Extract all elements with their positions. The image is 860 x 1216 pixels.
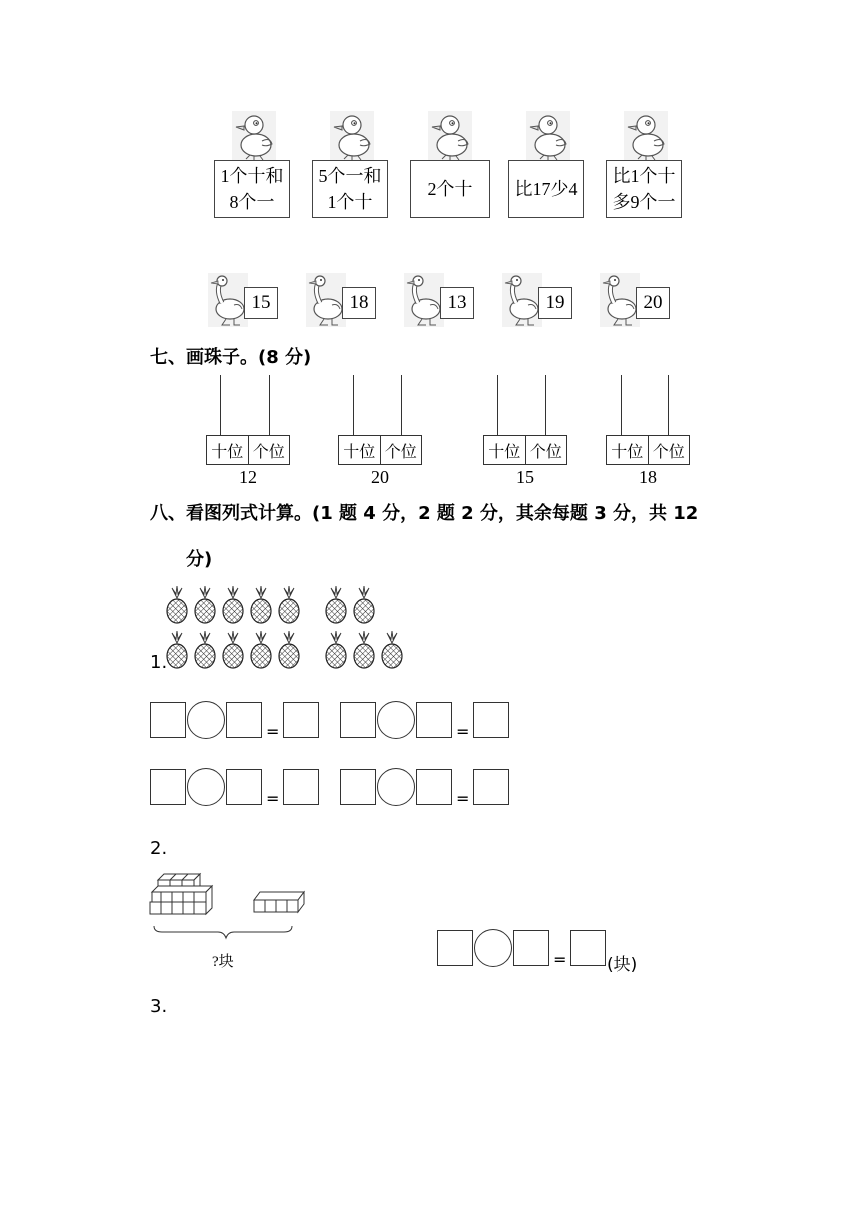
answer-box[interactable] bbox=[150, 769, 186, 805]
place-value-labels bbox=[606, 435, 690, 465]
tens-rod[interactable] bbox=[621, 375, 622, 435]
goose-number: 20 bbox=[636, 287, 670, 319]
pineapple-icon bbox=[164, 631, 190, 669]
goose-icon[interactable] bbox=[404, 273, 444, 327]
abacus[interactable] bbox=[338, 375, 422, 487]
answer-box[interactable] bbox=[226, 702, 262, 738]
pineapple-icon bbox=[323, 586, 349, 624]
answer-box[interactable] bbox=[570, 930, 606, 966]
unit-label: (块) bbox=[607, 955, 638, 975]
pineapple-icon bbox=[220, 631, 246, 669]
duckling-label: 比17少4 bbox=[508, 160, 584, 218]
pineapple-icon bbox=[248, 586, 274, 624]
abacus[interactable] bbox=[483, 375, 567, 487]
operator-circle[interactable] bbox=[377, 701, 415, 739]
duckling-label: 比1个十 多9个一 bbox=[606, 160, 682, 218]
abacus-number: 18 bbox=[639, 467, 657, 487]
tens-rod[interactable] bbox=[220, 375, 221, 435]
duckling-icon[interactable] bbox=[330, 111, 374, 161]
equals-sign: = bbox=[266, 789, 280, 808]
abacus-number: 15 bbox=[516, 467, 534, 487]
ones-rod[interactable] bbox=[401, 375, 402, 435]
duckling-icon[interactable] bbox=[232, 111, 276, 161]
ones-rod[interactable] bbox=[269, 375, 270, 435]
answer-box[interactable] bbox=[473, 769, 509, 805]
pineapple-icon bbox=[276, 586, 302, 624]
ones-label: 个位 bbox=[380, 436, 422, 464]
duckling-icon[interactable] bbox=[428, 111, 472, 161]
answer-box[interactable] bbox=[226, 769, 262, 805]
answer-box[interactable] bbox=[513, 930, 549, 966]
goose-icon[interactable] bbox=[306, 273, 346, 327]
equals-sign: = bbox=[266, 722, 280, 741]
goose-number: 15 bbox=[244, 287, 278, 319]
goose-number: 18 bbox=[342, 287, 376, 319]
goose-icon[interactable] bbox=[502, 273, 542, 327]
tens-rod[interactable] bbox=[353, 375, 354, 435]
operator-circle[interactable] bbox=[377, 768, 415, 806]
pineapple-icon bbox=[164, 586, 190, 624]
tens-label: 十位 bbox=[488, 443, 521, 461]
equals-sign: = bbox=[456, 789, 470, 808]
place-value-labels bbox=[338, 435, 422, 465]
operator-circle[interactable] bbox=[187, 701, 225, 739]
ones-label: 个位 bbox=[525, 436, 567, 464]
equals-sign: = bbox=[553, 950, 567, 969]
brace-label: ?块 bbox=[212, 954, 234, 970]
ones-rod[interactable] bbox=[545, 375, 546, 435]
duckling-icon[interactable] bbox=[624, 111, 668, 161]
answer-box[interactable] bbox=[150, 702, 186, 738]
ones-label: 个位 bbox=[248, 436, 290, 464]
ones-label: 个位 bbox=[648, 436, 690, 464]
abacus[interactable] bbox=[206, 375, 290, 487]
operator-circle[interactable] bbox=[187, 768, 225, 806]
blocks-illustration bbox=[148, 872, 310, 944]
pineapple-icon bbox=[276, 631, 302, 669]
operator-circle[interactable] bbox=[474, 929, 512, 967]
answer-box[interactable] bbox=[437, 930, 473, 966]
section8-title: 八、看图列式计算。(1 题 4 分，2 题 2 分，其余每题 3 分，共 12 bbox=[150, 503, 699, 524]
goose-icon[interactable] bbox=[600, 273, 640, 327]
answer-box[interactable] bbox=[416, 769, 452, 805]
tens-label: 十位 bbox=[211, 443, 244, 461]
pineapple-icon bbox=[220, 586, 246, 624]
goose-number: 19 bbox=[538, 287, 572, 319]
section7-title: 七、画珠子。(8 分) bbox=[150, 347, 312, 368]
abacus[interactable] bbox=[606, 375, 690, 487]
question-3-label: 3. bbox=[150, 996, 168, 1017]
goose-icon[interactable] bbox=[208, 273, 248, 327]
pineapple-icon bbox=[351, 631, 377, 669]
duckling-label: 5个一和 1个十 bbox=[312, 160, 388, 218]
pineapple-icon bbox=[379, 631, 405, 669]
answer-box[interactable] bbox=[340, 702, 376, 738]
pineapple-icon bbox=[192, 631, 218, 669]
duckling-label: 2个十 bbox=[410, 160, 490, 218]
tens-rod[interactable] bbox=[497, 375, 498, 435]
place-value-labels bbox=[206, 435, 290, 465]
pineapple-icon bbox=[323, 631, 349, 669]
answer-box[interactable] bbox=[416, 702, 452, 738]
answer-box[interactable] bbox=[283, 769, 319, 805]
duckling-icon[interactable] bbox=[526, 111, 570, 161]
place-value-labels bbox=[483, 435, 567, 465]
pineapple-icon bbox=[192, 586, 218, 624]
answer-box[interactable] bbox=[473, 702, 509, 738]
ones-rod[interactable] bbox=[668, 375, 669, 435]
tens-label: 十位 bbox=[611, 443, 644, 461]
section8-title-cont: 分) bbox=[186, 549, 213, 570]
answer-box[interactable] bbox=[283, 702, 319, 738]
pineapple-icon bbox=[351, 586, 377, 624]
question-2-label: 2. bbox=[150, 838, 168, 859]
abacus-number: 12 bbox=[239, 467, 257, 487]
duckling-label: 1个十和 8个一 bbox=[214, 160, 290, 218]
answer-box[interactable] bbox=[340, 769, 376, 805]
question-1-label: 1. bbox=[150, 652, 168, 673]
equals-sign: = bbox=[456, 722, 470, 741]
goose-number: 13 bbox=[440, 287, 474, 319]
abacus-number: 20 bbox=[371, 467, 389, 487]
pineapple-icon bbox=[248, 631, 274, 669]
tens-label: 十位 bbox=[343, 443, 376, 461]
